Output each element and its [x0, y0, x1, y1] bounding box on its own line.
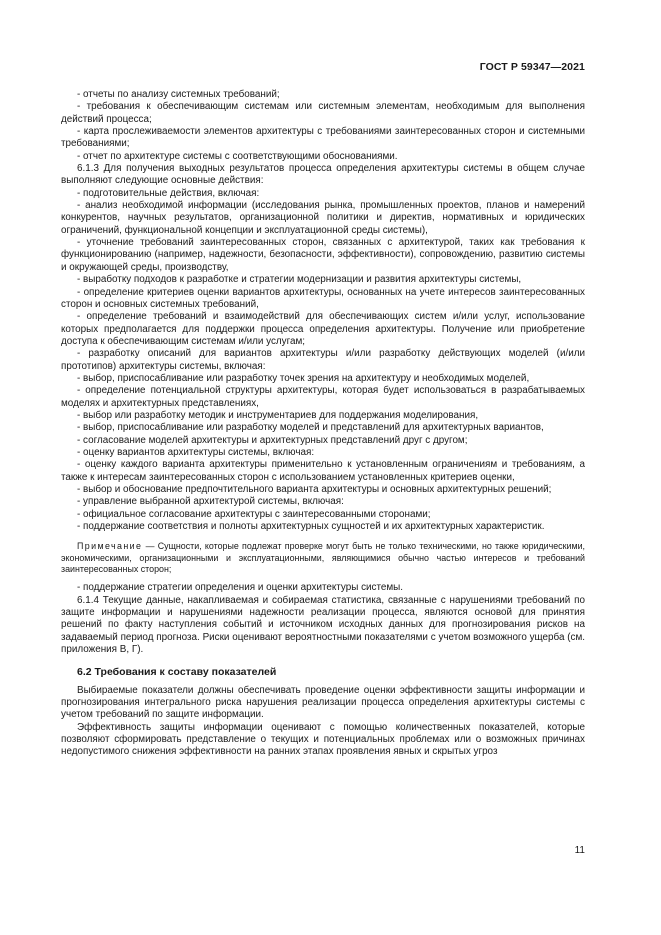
paragraph: - выработку подходов к разработке и стратегии модернизации и развития архитектуры системы,	[77, 274, 522, 286]
paragraph: - уточнение требований заинтересованных сторон, связанных с архитектурой, таких как требования к функционированию (например, надежности, безопасности, эффективности), сопровождению, развитию системы и окружающей среды, производству,	[61, 237, 585, 273]
paragraph: - выбор, приспосабливание или разработку моделей и представлений для архитектурных вариантов,	[77, 422, 544, 434]
paragraph: - выбор, приспосабливание или разработку точек зрения на архитектуру и необходимых моделей,	[77, 372, 530, 384]
note-text: — Сущности, которые подлежат проверке могут быть не только техническими, но также юридическими, экономическими, организационными и эксплуатационными, являющимися обычно частью интересов и требований заинтересованных сторон;	[61, 541, 585, 574]
paragraph: - отчет по архитектуре системы с соответствующими обоснованиями.	[77, 150, 398, 162]
paragraph-block-c	[61, 685, 585, 759]
paragraph: Выбираемые показатели должны обеспечивать проведение оценки эффективности защиты информации и прогнозирования интегрального риска нарушения реализации процесса определения архитектуры системы с учетом требований по защите информации.	[61, 684, 585, 721]
paragraph-block-a	[61, 89, 585, 533]
page-number: 11	[574, 845, 585, 856]
note	[61, 541, 585, 575]
paragraph: - определение потенциальной структуры архитектуры, которая будет использоваться в разрабатываемых моделях и архитектурных представлениях,	[61, 385, 585, 409]
paragraph: - определение требований и взаимодействий для обеспечивающих систем и/или услуг, использование которых предполагается для поддержки процесса определения архитектуры. Получение или приобретение доступа к обеспечивающим системам и/или услугам;	[61, 311, 585, 347]
paragraph: - определение критериев оценки вариантов архитектуры, основанных на учете интересов заинтересованных сторон и основных системных требований,	[61, 286, 585, 310]
note-label: Примечание	[77, 541, 143, 552]
document-code: ГОСТ Р 59347—2021	[479, 61, 585, 73]
paragraph: - поддержание стратегии определения и оценки архитектуры системы.	[77, 582, 404, 594]
paragraph: - анализ необходимой информации (исследования рынка, промышленных проектов, планов и намерений конкурентов, научных результатов, организационной политики и директив, нормативных и юридических ограничений, функциональной концепции и эксплуатационной среды системы),	[61, 200, 585, 236]
paragraph: 6.1.3 Для получения выходных результатов процесса определения архитектуры системы в общем случае выполняют следующие основные действия:	[61, 163, 585, 187]
paragraph: - разработку описаний для вариантов архитектуры и/или разработку действующих моделей (и/или прототипов) архитектуры системы, включая:	[61, 348, 585, 372]
paragraph: 6.1.4 Текущие данные, накапливаемая и собираемая статистика, связанные с нарушениями требований по защите информации и нарушениями надежности реализации процесса, являются основой для принятия решений по факту наступления событий и источником исходных данных для прогнозирования рисков на задаваемый период прогноза. Риски оценивают вероятностными показателями с учетом возможного ущерба (см. приложения В, Г).	[61, 594, 585, 655]
paragraph: - поддержание соответствия и полноты архитектурных сущностей и их архитектурных характеристик.	[77, 521, 545, 533]
paragraph: - карта прослеживаемости элементов архитектуры с требованиями заинтересованных сторон и системными требованиями;	[61, 126, 585, 150]
paragraph: - подготовительные действия, включая:	[77, 187, 260, 199]
paragraph: - оценку вариантов архитектуры системы, включая:	[77, 446, 315, 458]
section-title: 6.2 Требования к составу показателей	[77, 666, 277, 679]
paragraph: - согласование моделей архитектуры и архитектурных представлений друг с другом;	[77, 434, 468, 446]
paragraph: - выбор и обоснование предпочтительного варианта архитектуры и основных архитектурных решений;	[77, 484, 552, 495]
paragraph: - официальное согласование архитектуры с заинтересованными сторонами;	[77, 508, 431, 520]
paragraph: - требования к обеспечивающим системам или системным элементам, необходимым для выполнения действий процесса;	[61, 101, 585, 125]
document-body	[61, 89, 585, 759]
paragraph: - управление выбранной архитектурой системы, включая:	[77, 496, 344, 508]
paragraph: - отчеты по анализу системных требований;	[77, 89, 280, 100]
paragraph-block-b	[61, 582, 585, 656]
paragraph: - выбор или разработку методик и инструментариев для поддержания моделирования,	[77, 409, 479, 421]
paragraph: - оценку каждого варианта архитектуры применительно к установленным ограничениям и требованиям, а также к интересам заинтересованных сторон с использованием установленных критериев оценки,	[61, 459, 585, 483]
paragraph: Эффективность защиты информации оценивают с помощью количественных показателей, которые позволяют сформировать представление о текущих и потенциальных проблемах или о возможных причинах недопустимого снижения эффективности на ранних этапах проявления явных и скрытых угроз	[61, 721, 585, 758]
